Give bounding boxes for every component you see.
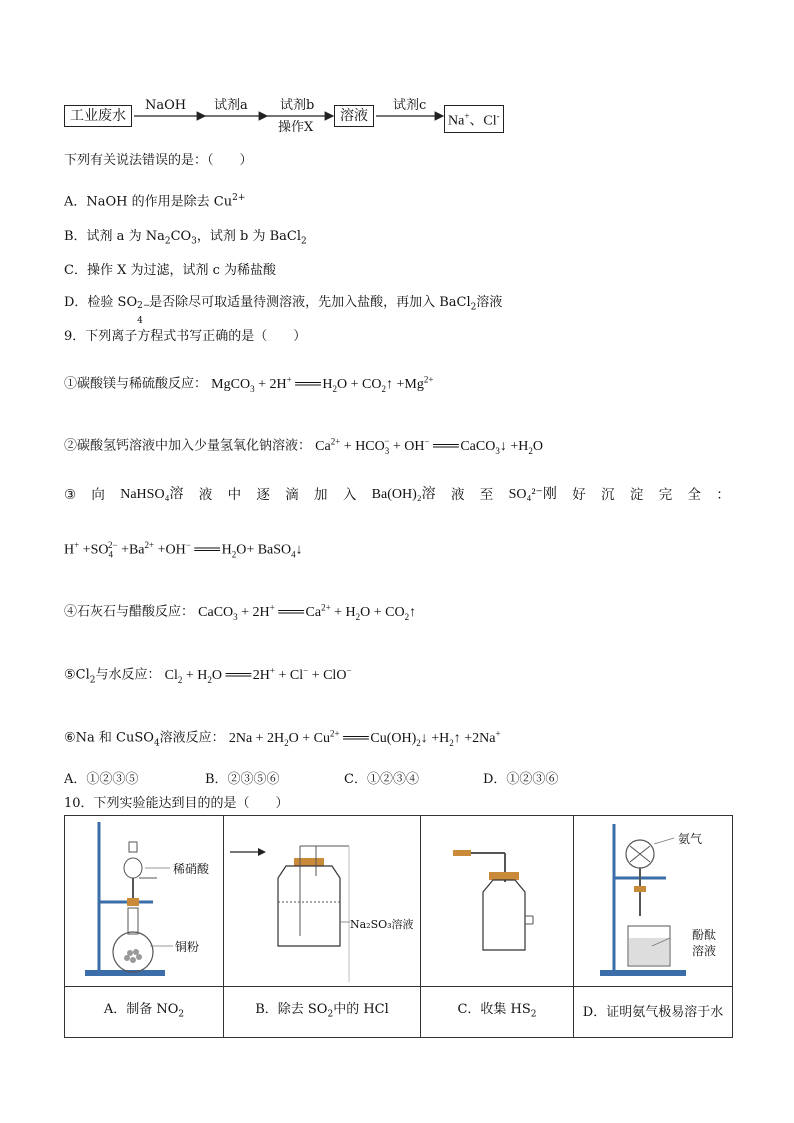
flow-box-ions: Na+、Cl- <box>444 105 504 133</box>
label-solution: 溶液 <box>692 944 717 958</box>
flow-arrows <box>0 0 794 140</box>
caption-c: C．收集 $HS_2$ <box>421 987 574 1038</box>
apparatus-a-cell <box>65 816 224 987</box>
label-copper-powder: 铜粉 <box>175 940 200 954</box>
q9-item-1: ①碳酸镁与稀硫酸反应： MgCO$_3$ + 2H+ ═══ $H_2O$ + $CO_2↑ +Mg^{2+}$ <box>64 374 434 394</box>
flow-label-reagent-c: 试剂c <box>393 98 427 113</box>
apparatus-b-drawing <box>224 816 420 982</box>
label-ammonia: 氨气 <box>678 832 703 846</box>
q9-option-d: D．①②③⑥ <box>483 772 559 787</box>
q9-item-5: $⑤Cl_2$与水反应： $Cl_2 + H_2O$ ═══ 2H+ + Cl− + ClO− <box>64 665 352 686</box>
q8-option-a: A．NaOH 的作用是除去 $Cu^{2+}$ <box>64 193 246 210</box>
q8-stem: 下列有关说法错误的是：（ ） <box>64 153 253 168</box>
q8-option-c: C．操作 X 为过滤，试剂 c 为稀盐酸 <box>64 263 277 278</box>
flow-label-reagent-a: 试剂a <box>214 98 248 113</box>
apparatus-d-cell <box>574 816 733 987</box>
q9-stem: 9．下列离子方程式书写正确的是（ ） <box>64 329 307 344</box>
q10-stem: 10．下列实验能达到目的的是（ ） <box>64 796 289 811</box>
flow-label-reagent-b: 试剂b <box>280 98 315 113</box>
q9-equation-2: $Ca^{2+} + HCO_3^- + OH^-$ ═══ CaCO$_3$↓ $+H_2O$ <box>315 436 543 456</box>
apparatus-a-drawing <box>65 816 223 982</box>
caption-a: A．制备 $NO_2$ <box>65 987 224 1038</box>
q9-item-6: ⑥Na 和 CuSO$_4$溶液反应： $2Na + 2H_2O + Cu^{2+}$ ═══ $Cu(OH)_2↓$ $+H_2↑ +2Na^+$ <box>64 728 501 749</box>
q8-option-b: B．试剂 a 为 $Na_2CO_3$，试剂 b 为 BaCl$_2$ <box>64 229 307 247</box>
label-phenolphthalein: 酚酞 <box>692 928 717 942</box>
apparatus-c-cell <box>421 816 574 987</box>
label-dilute-nitric-acid: 稀硝酸 <box>173 862 210 876</box>
q9-option-c: C．①②③④ <box>344 772 419 787</box>
q9-option-a: A．①②③⑤ <box>64 772 139 787</box>
q9-item-4: ④石灰石与醋酸反应： CaCO$_3$ + 2H+ ═══ $Ca^{2+} + H_2O$ + $CO_2↑$ <box>64 602 417 622</box>
q9-option-b: B．②③⑤⑥ <box>205 772 280 787</box>
flow-label-operation-x: 操作X <box>278 120 314 135</box>
q9-equation-6: $2Na + 2H_2O + Cu^{2+}$ ═══ $Cu(OH)_2↓$ $+H_2↑ +2Na^+$ <box>228 728 501 748</box>
q9-equation-4: CaCO$_3$ + 2H+ ═══ $Ca^{2+} + H_2O$ + $CO_2↑$ <box>198 602 417 622</box>
q9-item-2: ②碳酸氢钙溶液中加入少量氢氧化钠溶液： $Ca^{2+} + HCO_3^- + OH^-$ ═══ CaCO$_3$↓ $+H_2O$ <box>64 436 543 456</box>
q9-item-3-label: ③ 向 NaHSO₄溶 液 中 逐 滴 加 入 Ba(OH)₂溶 液 至 SO₄²⁻刚 好 沉 淀 完 全 ： <box>64 487 730 503</box>
caption-b: B．除去 $SO_2$中的 HCl <box>224 987 421 1038</box>
q9-equation-5: $Cl_2 + H_2O$ ═══ 2H+ + Cl− + ClO− <box>164 665 352 685</box>
flow-box-wastewater: 工业废水 <box>64 105 132 127</box>
caption-d: D．证明氨气极易溶于水 <box>574 987 733 1038</box>
flow-box-solution: 溶液 <box>334 105 374 127</box>
apparatus-c-drawing <box>421 816 573 982</box>
flow-label-naoh: NaOH <box>145 98 187 113</box>
apparatus-b-cell <box>224 816 421 987</box>
q9-equation-3: $H^+ +SO_4^{2-} +Ba^{2+} +OH^-$ ═══ $H_2O+$ BaSO$_4$↓ <box>64 540 303 560</box>
label-sodium-sulfite: Na₂SO₃溶液 <box>350 918 414 931</box>
q8-option-d: D．检验 SO 2− 4 是否除尽可取适量待测溶液，先加入盐酸，再加入 BaCl$_2$溶液 <box>64 295 503 326</box>
q9-equation-1: MgCO$_3$ + 2H+ ═══ $H_2O$ + $CO_2↑ +Mg^{2+}$ <box>211 374 434 394</box>
q10-apparatus-table <box>64 815 733 1038</box>
